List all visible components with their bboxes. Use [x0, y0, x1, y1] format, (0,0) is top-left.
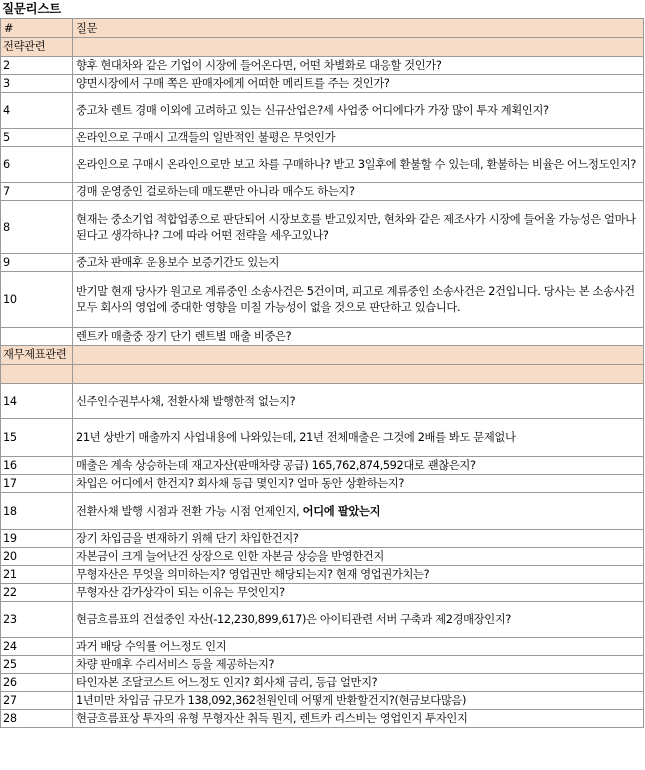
- row-num: 25: [1, 656, 73, 674]
- row-question: 양면시장에서 구매 쪽은 판매자에게 어떠한 메리트를 주는 것인가?: [73, 75, 644, 93]
- table-row: [1, 254, 644, 272]
- section-row-strategy: [1, 38, 644, 57]
- row-question: 현금흐름표의 건설중인 자산(-12,230,899,617)은 아이티관련 서버 구축과 제2경매장인지?: [73, 602, 644, 638]
- row-num: 9: [1, 254, 73, 272]
- table-row: [1, 493, 644, 530]
- row-question: 타인자본 조달코스트 어느정도 인지? 회사채 금리, 등급 얼만지?: [73, 674, 644, 692]
- row-question: [73, 493, 644, 530]
- row-question: 반기말 현재 당사가 원고로 계류중인 소송사건은 5건이며, 피고로 계류중인 소송사건은 2건입니다. 당사는 본 소송사건 모두 회사의 영업에 중대한 영향을 미칠 가능성이 없을 것으로 판단하고 있습니다.: [73, 272, 644, 328]
- row-num: 18: [1, 493, 73, 530]
- table-row: [1, 384, 644, 419]
- page-title: 질문리스트: [2, 1, 61, 16]
- row-question: 온라인으로 구매시 고객들의 일반적인 불평은 무엇인가: [73, 129, 644, 147]
- row-question: 무형자산 감가상각이 되는 이유는 무엇인지?: [73, 584, 644, 602]
- row-num: 15: [1, 419, 73, 457]
- row-num: 4: [1, 93, 73, 129]
- table-row: [1, 328, 644, 346]
- row-num: 27: [1, 692, 73, 710]
- table-row: [1, 147, 644, 183]
- row-num: 8: [1, 201, 73, 254]
- row-num: 3: [1, 75, 73, 93]
- table-row: [1, 129, 644, 147]
- row-question: 경매 운영중인 걸로하는데 매도뿐만 아니라 매수도 하는지?: [73, 183, 644, 201]
- table-row: [1, 548, 644, 566]
- row-num: 14: [1, 384, 73, 419]
- table-row: [1, 201, 644, 254]
- section-label: 재무제표관련: [1, 346, 73, 365]
- row-num: 24: [1, 638, 73, 656]
- table-row: [1, 674, 644, 692]
- row-num: 23: [1, 602, 73, 638]
- row-question: 매출은 계속 상승하는데 재고자산(판매차량 공급) 165,762,874,592대로 괜찮은지?: [73, 457, 644, 475]
- table-row: [1, 656, 644, 674]
- table-row: [1, 602, 644, 638]
- row-num: 6: [1, 147, 73, 183]
- row-question: 장기 차입금을 변재하기 위해 단기 차입한건지?: [73, 530, 644, 548]
- row-num: [1, 328, 73, 346]
- table-row: [1, 530, 644, 548]
- blank-row: [1, 365, 644, 384]
- row-num: 10: [1, 272, 73, 328]
- section-row-financial: [1, 346, 644, 365]
- header-num: #: [1, 19, 73, 38]
- row-question: 향후 현대차와 같은 기업이 시장에 들어온다면, 어떤 차별화로 대응할 것인가?: [73, 57, 644, 75]
- row-question: 자본금이 크게 늘어난건 상장으로 인한 자본금 상승을 반영한건지: [73, 548, 644, 566]
- row-num: 19: [1, 530, 73, 548]
- table-row: [1, 710, 644, 728]
- table-row: [1, 475, 644, 493]
- row-num: 16: [1, 457, 73, 475]
- table-row: [1, 183, 644, 201]
- row-question: 신주인수권부사채, 전환사채 발행한적 없는지?: [73, 384, 644, 419]
- question-table: [0, 18, 644, 728]
- table-row: [1, 272, 644, 328]
- row-question: 차입은 어디에서 한건지? 회사채 등급 몇인지? 얼마 동안 상환하는지?: [73, 475, 644, 493]
- row-question: 현재는 중소기업 적합업종으로 판단되어 시장보호를 받고있지만, 현차와 같은 제조사가 시장에 들어올 가능성은 얼마나 된다고 생각하나? 그에 따라 어떤 전략을 세우고있나?: [73, 201, 644, 254]
- row-num: 7: [1, 183, 73, 201]
- row-question: 과거 배당 수익률 어느정도 인지: [73, 638, 644, 656]
- row-question-emphasis: 어디에 팔았는지: [302, 504, 381, 518]
- row-num: 26: [1, 674, 73, 692]
- table-row: [1, 93, 644, 129]
- row-question: 렌트카 매출중 장기 단기 렌트별 매출 비중은?: [73, 328, 644, 346]
- table-row: [1, 692, 644, 710]
- row-question: 무형자산은 무엇을 의미하는지? 영업권만 해당되는지? 현재 영업권가치는?: [73, 566, 644, 584]
- table-row: [1, 457, 644, 475]
- table-header-row: [1, 19, 644, 38]
- row-num: 5: [1, 129, 73, 147]
- table-row: [1, 419, 644, 457]
- row-question: 21년 상반기 매출까지 사업내용에 나와있는데, 21년 전체매출은 그것에 2배를 봐도 문제없나: [73, 419, 644, 457]
- row-num: 20: [1, 548, 73, 566]
- row-num: 22: [1, 584, 73, 602]
- row-num: 17: [1, 475, 73, 493]
- row-question: 차량 판매후 수리서비스 등을 제공하는지?: [73, 656, 644, 674]
- table-row: [1, 566, 644, 584]
- table-row: [1, 638, 644, 656]
- row-question: 중고차 판매후 운용보수 보증기간도 있는지: [73, 254, 644, 272]
- row-question: 온라인으로 구매시 온라인으로만 보고 차를 구매하나? 받고 3일후에 환불할 수 있는데, 환불하는 비율은 어느정도인지?: [73, 147, 644, 183]
- table-row: [1, 75, 644, 93]
- row-num: 28: [1, 710, 73, 728]
- row-question: 현금흐름표상 투자의 유형 무형자산 취득 뭔지, 렌트카 리스비는 영업인지 투자인지: [73, 710, 644, 728]
- row-question: 1년미만 차입금 규모가 138,092,362천원인데 어떻게 반환할건지?(현금보다많음): [73, 692, 644, 710]
- row-question-text: 전환사채 발행 시점과 전환 가능 시점 언제인지,: [76, 504, 303, 518]
- table-row: [1, 584, 644, 602]
- table-row: [1, 57, 644, 75]
- row-num: 2: [1, 57, 73, 75]
- header-question: 질문: [73, 19, 644, 38]
- section-label: 전략관련: [1, 38, 73, 57]
- row-question: 중고차 렌트 경매 이외에 고려하고 있는 신규산업은?세 사업중 어디에다가 가장 많이 투자 계획인지?: [73, 93, 644, 129]
- row-num: 21: [1, 566, 73, 584]
